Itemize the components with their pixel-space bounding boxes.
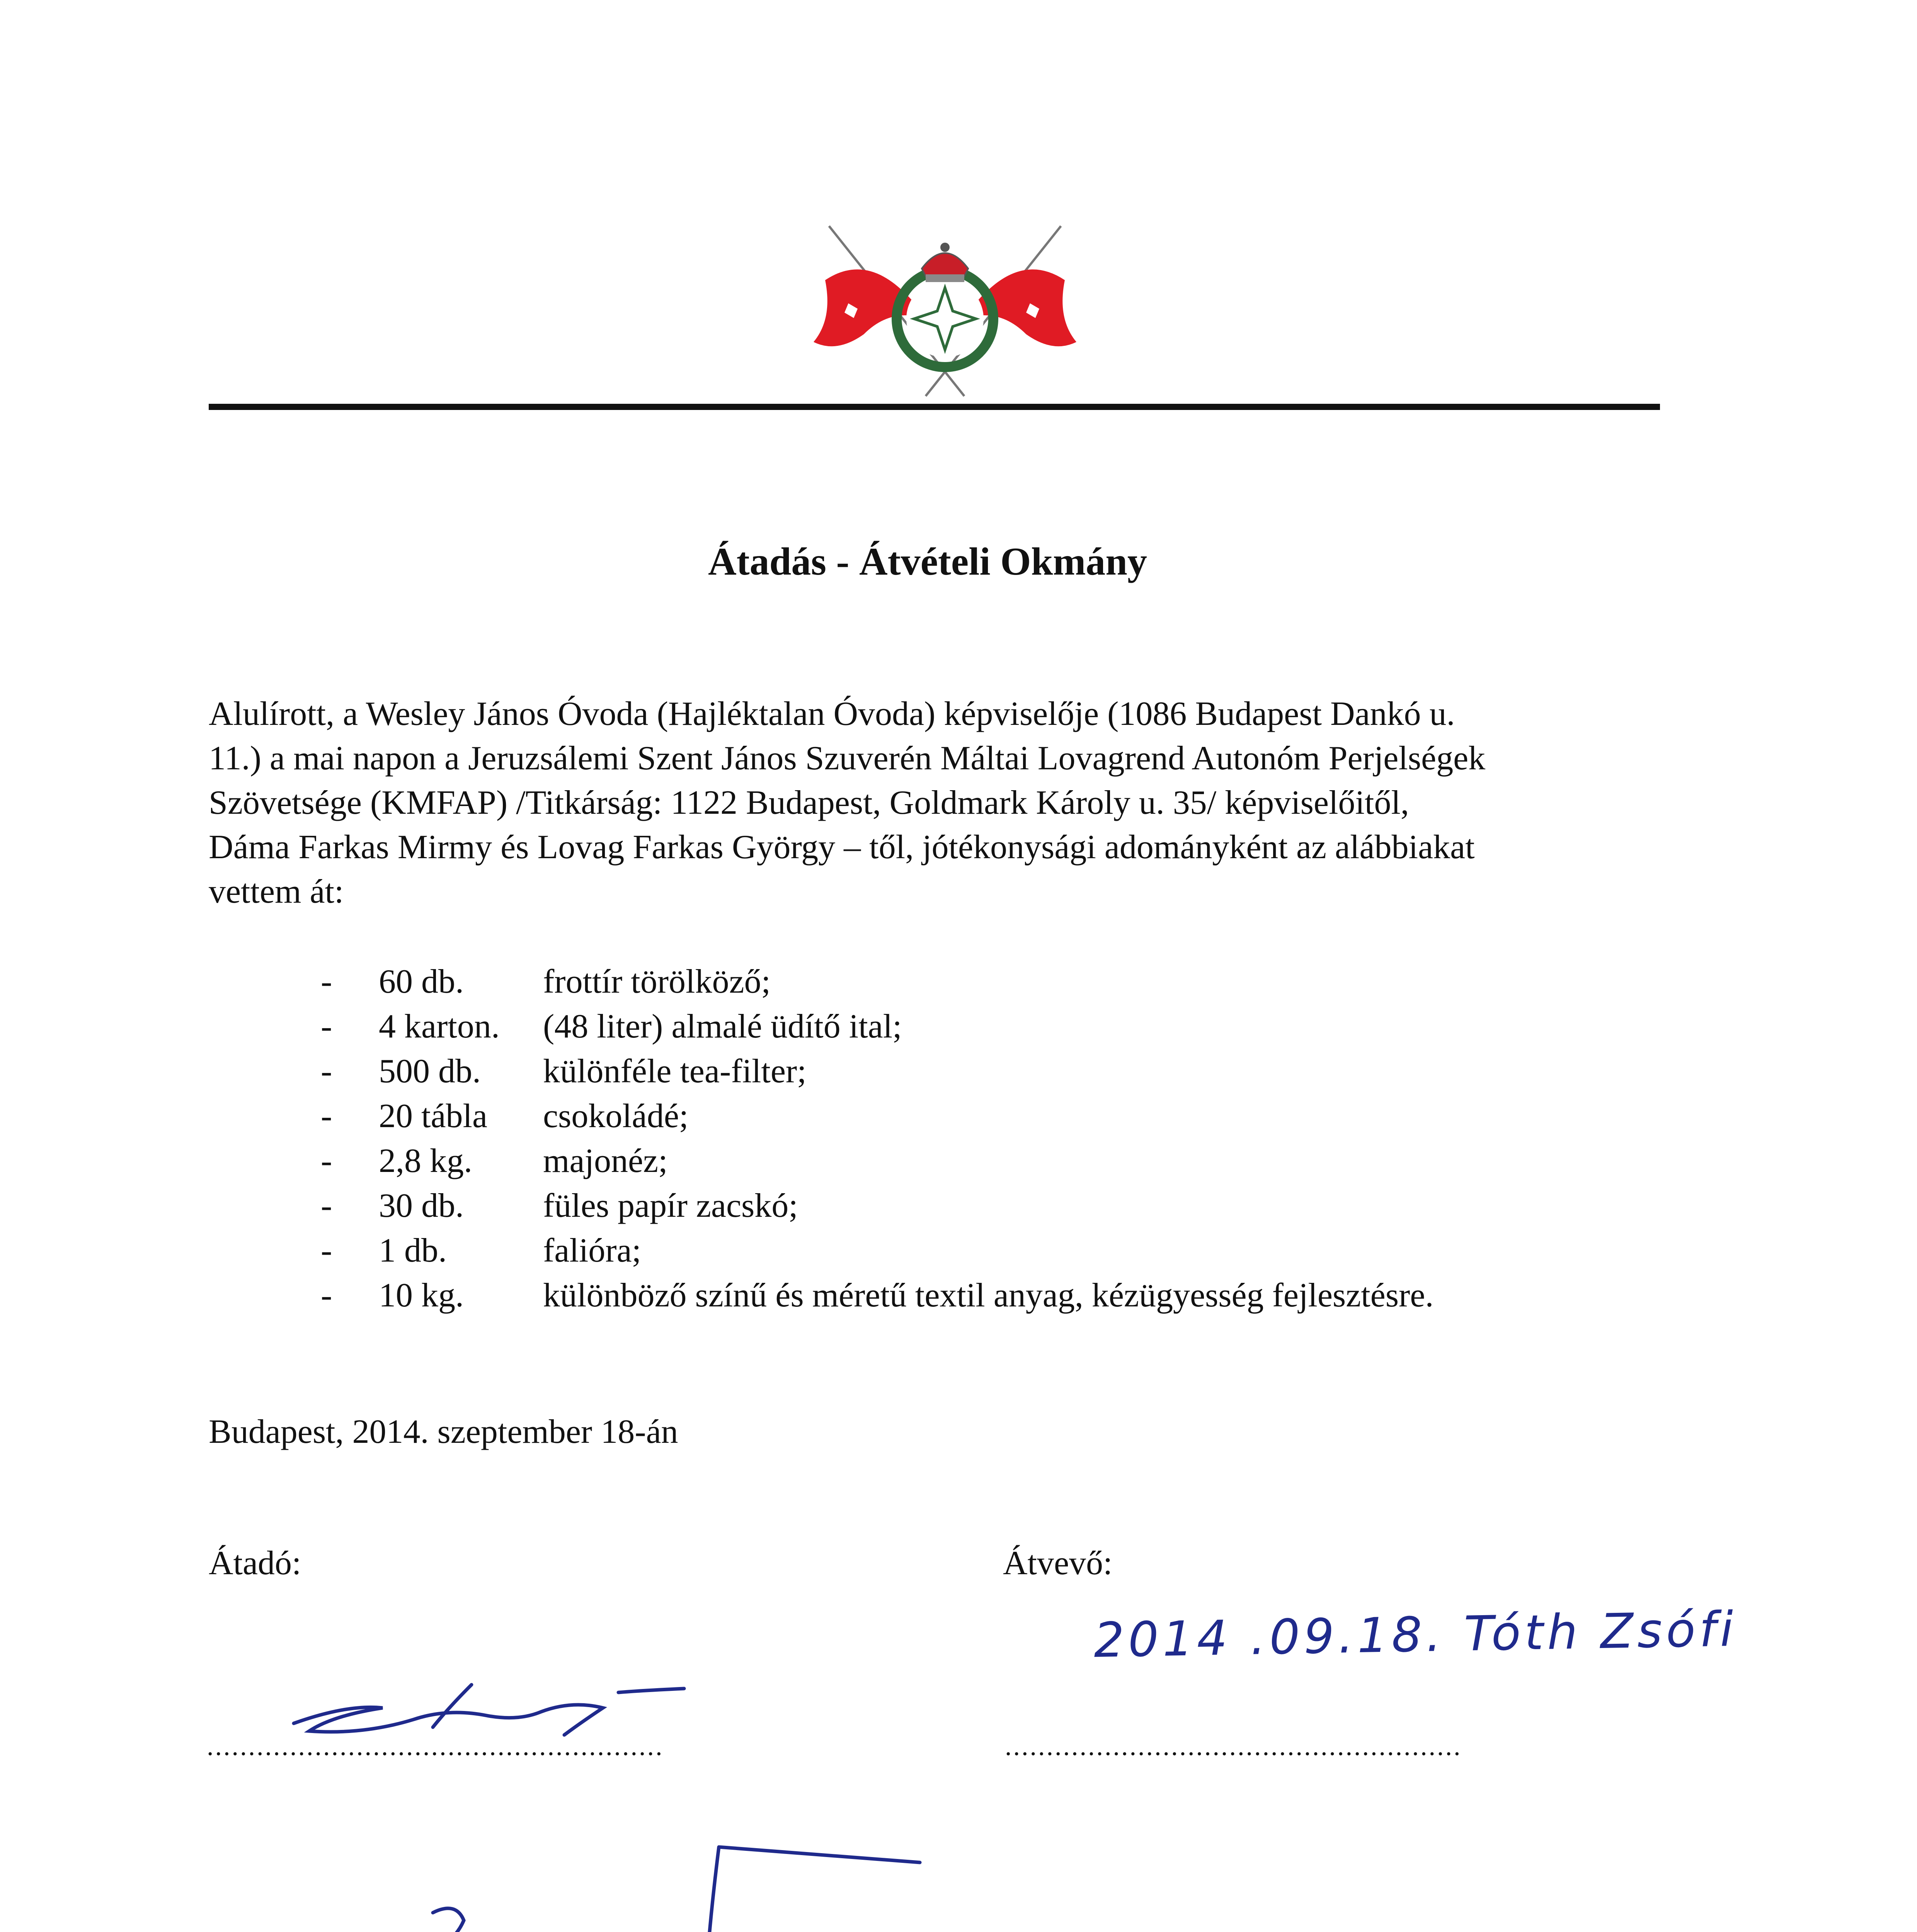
item-quantity: 30 db. bbox=[379, 1187, 464, 1225]
receiver-label: Átvevő: bbox=[1003, 1544, 1113, 1582]
list-bullet: - bbox=[321, 1053, 332, 1090]
item-description: füles papír zacskó; bbox=[543, 1187, 798, 1225]
paragraph-line: Szövetsége (KMFAP) /Titkárság: 1122 Budapest, Goldmark Károly u. 35/ képviselőitől, bbox=[209, 784, 1409, 821]
item-description: csokoládé; bbox=[543, 1097, 689, 1135]
paragraph-line: 11.) a mai napon a Jeruzsálemi Szent János Szuverén Máltai Lovagrend Autonóm Perjelségek bbox=[209, 740, 1486, 777]
list-bullet: - bbox=[321, 963, 332, 1000]
list-bullet: - bbox=[321, 1277, 332, 1314]
item-description: falióra; bbox=[543, 1232, 642, 1269]
list-bullet: - bbox=[321, 1097, 332, 1135]
item-description: frottír törölköző; bbox=[543, 963, 771, 1000]
list-bullet: - bbox=[321, 1187, 332, 1225]
receiver-handwritten-note: 2014 .09.18. Tóth Zsófi bbox=[1093, 1601, 1738, 1668]
paragraph-line: vettem át: bbox=[209, 873, 344, 910]
body-paragraph bbox=[209, 692, 1662, 914]
document-title: Átadás - Átvételi Okmány bbox=[708, 540, 1147, 583]
coat-of-arms-emblem-icon bbox=[798, 214, 1092, 408]
handover-signature-2-icon bbox=[317, 1832, 947, 1932]
item-quantity: 20 tábla bbox=[379, 1097, 488, 1135]
list-bullet: - bbox=[321, 1142, 332, 1180]
handover-label: Átadó: bbox=[209, 1544, 301, 1582]
item-description: (48 liter) almalé üdítő ital; bbox=[543, 1008, 902, 1045]
item-quantity: 2,8 kg. bbox=[379, 1142, 472, 1180]
signature-line: ....................................................... bbox=[207, 1731, 664, 1761]
item-description: különböző színű és méretű textil anyag, kézügyesség fejlesztésre. bbox=[543, 1277, 1434, 1314]
item-description: majonéz; bbox=[543, 1142, 668, 1180]
header-divider bbox=[209, 404, 1660, 410]
signature-line: ....................................................... bbox=[1005, 1731, 1462, 1761]
item-quantity: 10 kg. bbox=[379, 1277, 464, 1314]
paragraph-line: Alulírott, a Wesley János Óvoda (Hajléktalan Óvoda) képviselője (1086 Budapest Dankó u. bbox=[209, 695, 1455, 733]
list-bullet: - bbox=[321, 1008, 332, 1045]
item-quantity: 500 db. bbox=[379, 1053, 481, 1090]
place-date: Budapest, 2014. szeptember 18-án bbox=[209, 1413, 678, 1451]
item-quantity: 4 karton. bbox=[379, 1008, 500, 1045]
item-quantity: 60 db. bbox=[379, 963, 464, 1000]
paragraph-line: Dáma Farkas Mirmy és Lovag Farkas György – től, jótékonysági adományként az alábbiakat bbox=[209, 828, 1475, 866]
item-quantity: 1 db. bbox=[379, 1232, 447, 1269]
item-description: különféle tea-filter; bbox=[543, 1053, 807, 1090]
list-bullet: - bbox=[321, 1232, 332, 1269]
